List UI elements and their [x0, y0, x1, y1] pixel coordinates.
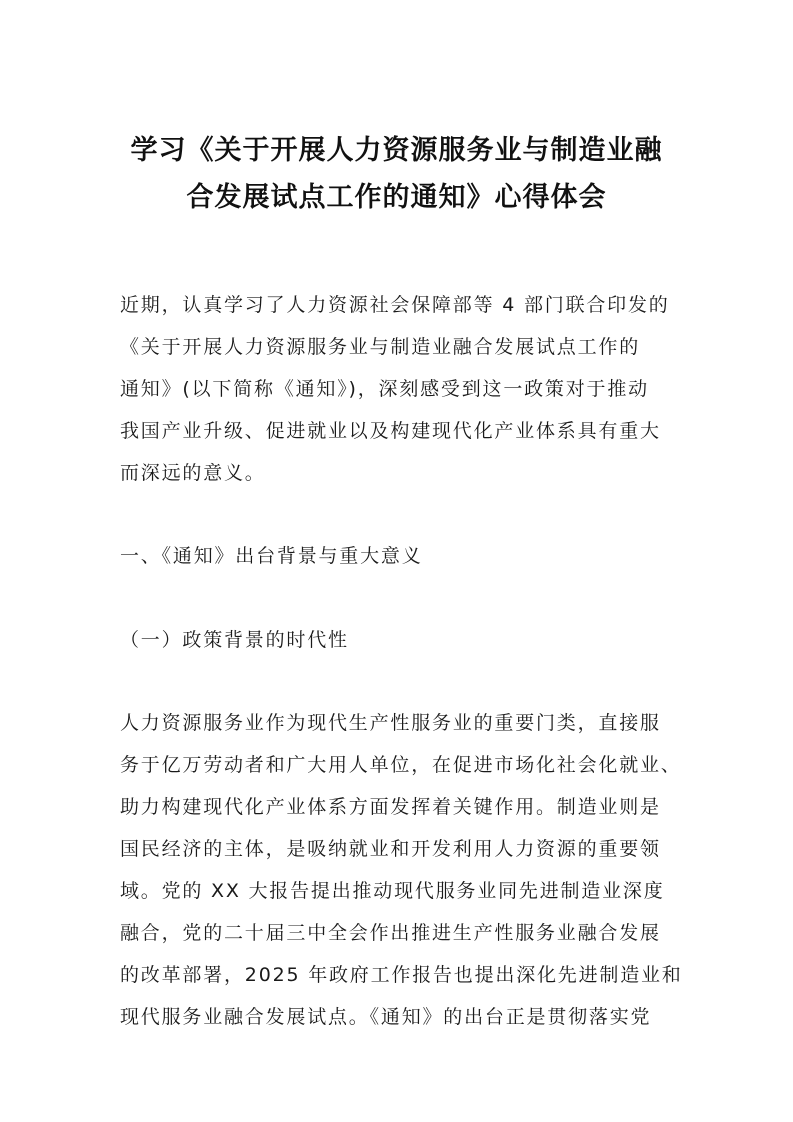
document-title-line-2: 合发展试点工作的通知》心得体会	[186, 182, 607, 213]
intro-line: 我国产业升级、促进就业以及构建现代化产业体系具有重大	[120, 420, 661, 442]
intro-line: 近期，认真学习了人力资源社会保障部等 4 部门联合印发的	[120, 294, 670, 316]
body-line: 融合，党的二十届三中全会作出推进生产性服务业融合发展	[120, 922, 661, 944]
intro-line: 《关于开展人力资源服务业与制造业融合发展试点工作的	[120, 336, 641, 358]
body-line: 人力资源服务业作为现代生产性服务业的重要门类，直接服	[120, 712, 661, 734]
intro-line: 通知》(以下简称《通知》)，深刻感受到这一政策对于推动	[120, 378, 649, 400]
subsection-heading: （一）政策背景的时代性	[120, 629, 349, 651]
body-line: 域。党的 XX 大报告提出推动现代服务业同先进制造业深度	[120, 880, 665, 902]
body-line: 现代服务业融合发展试点。《通知》的出台正是贯彻落实党	[120, 1006, 652, 1028]
body-line: 务于亿万劳动者和广大用人单位，在促进市场化社会化就业、	[120, 754, 682, 776]
section-heading: 一、《通知》出台背景与重大意义	[120, 545, 423, 567]
body-line: 国民经济的主体，是吸纳就业和开发利用人力资源的重要领	[120, 838, 661, 860]
intro-line: 而深远的意义。	[120, 462, 266, 484]
document-title-line-1: 学习《关于开展人力资源服务业与制造业融	[130, 135, 663, 166]
body-line: 助力构建现代化产业体系方面发挥着关键作用。制造业则是	[120, 796, 661, 818]
body-line: 的改革部署，2025 年政府工作报告也提出深化先进制造业和	[120, 964, 683, 986]
